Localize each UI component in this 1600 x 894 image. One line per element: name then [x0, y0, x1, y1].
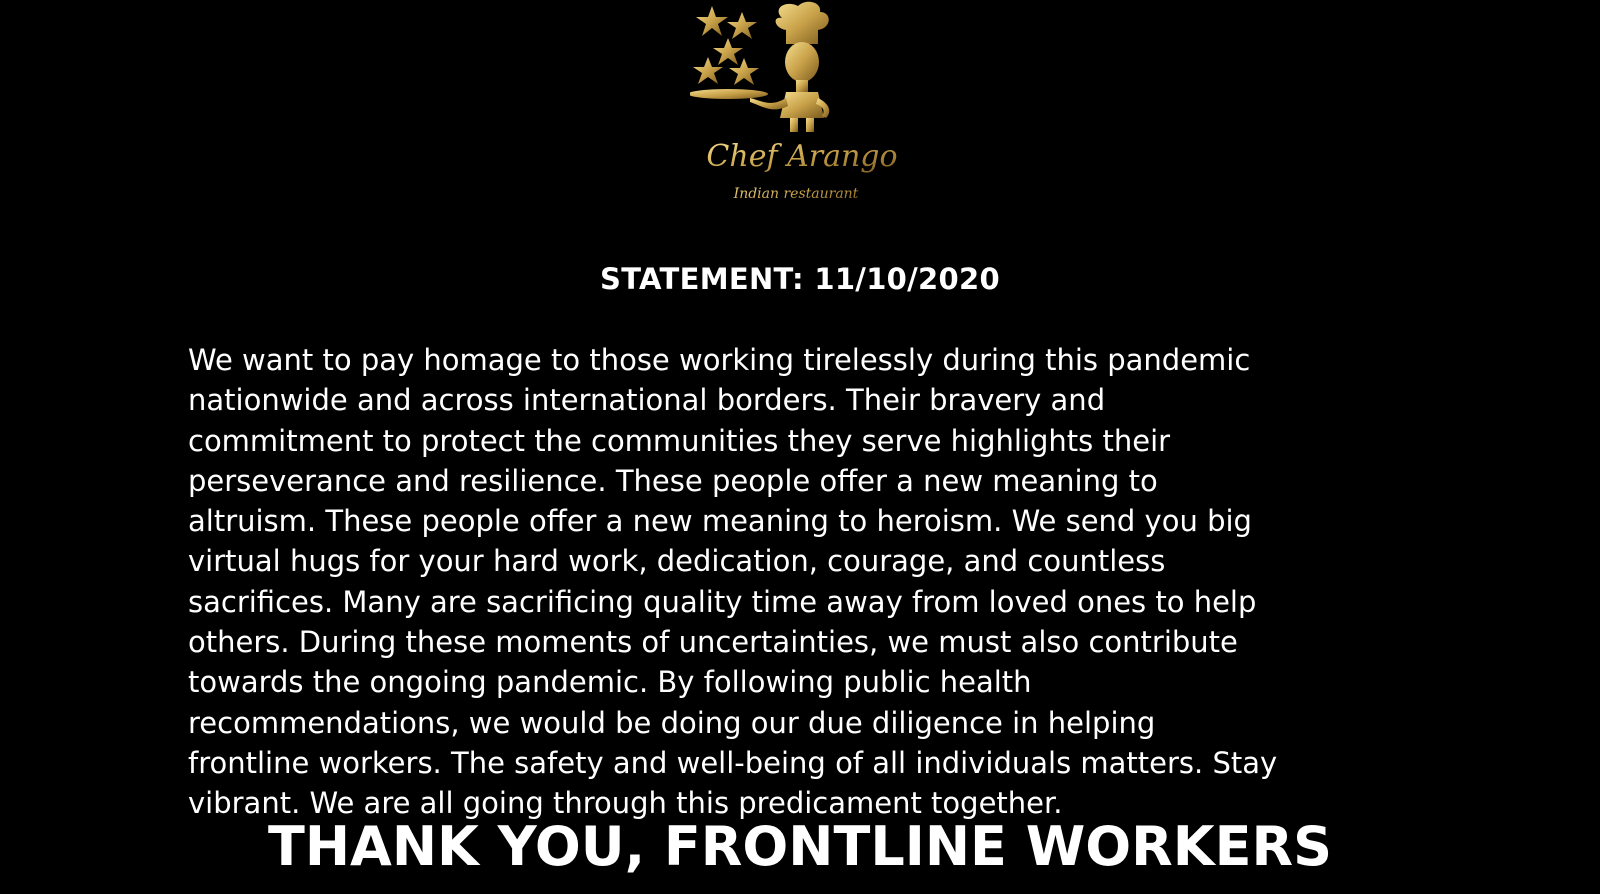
restaurant-logo — [690, 0, 910, 215]
statement-line: vibrant. We are all going through this predicament together. — [188, 786, 1063, 821]
statement-title: STATEMENT: 11/10/2020 — [600, 262, 1000, 296]
statement-line: We want to pay homage to those working tirelessly during this pandemic — [188, 343, 1251, 377]
statement-line: towards the ongoing pandemic. By following public health — [188, 665, 1032, 700]
statement-line: sacrifices. Many are sacrificing quality time away from loved ones to help — [188, 584, 1257, 619]
statement-line: commitment to protect the communities they serve highlights their — [188, 423, 1171, 458]
thank-you-banner: THANK YOU, FRONTLINE WORKERS — [268, 815, 1332, 878]
brand-name: Chef Arango — [706, 139, 898, 174]
statement-line: frontline workers. The safety and well-being of all individuals matters. Stay — [188, 745, 1278, 780]
statement-line: nationwide and across international borders. Their bravery and — [188, 383, 1106, 418]
chef-waiter-with-stars-icon — [690, 0, 910, 215]
statement-body — [188, 340, 1428, 824]
statement-line: perseverance and resilience. These people offer a new meaning to — [188, 463, 1158, 498]
statement-line: recommendations, we would be doing our due diligence in helping — [188, 705, 1156, 740]
statement-line: others. During these moments of uncertainties, we must also contribute — [188, 625, 1238, 660]
statement-line: virtual hugs for your hard work, dedication, courage, and countless — [188, 544, 1166, 579]
brand-tagline: Indian restaurant — [733, 186, 859, 202]
statement-line: altruism. These people offer a new meaning to heroism. We send you big — [188, 504, 1252, 539]
